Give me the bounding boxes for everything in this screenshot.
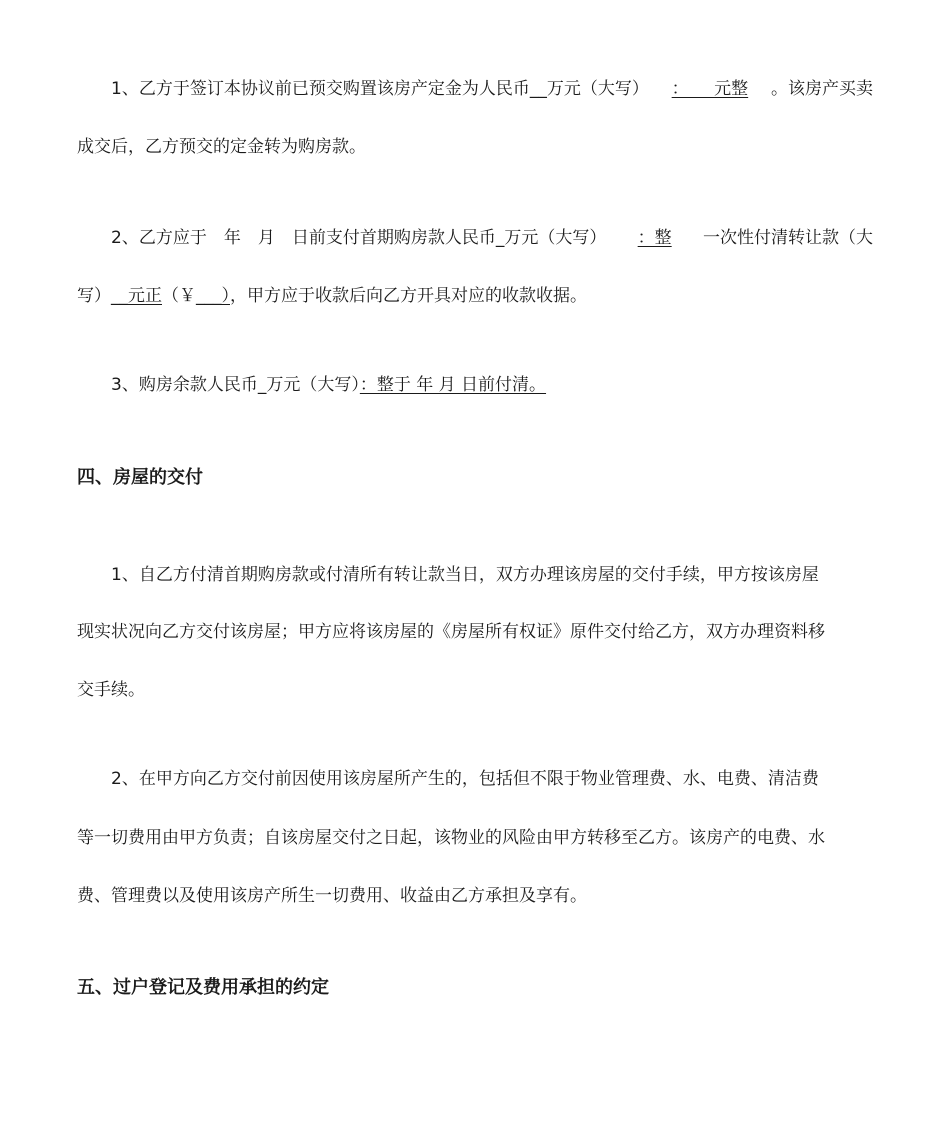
para-4-line-3: 交手续。 [77,680,145,700]
section-heading-4: 四、房屋的交付 [77,467,203,488]
blank-amount: ： 元整 [671,79,749,99]
text-segment: （￥ [162,286,196,306]
blank-amount: __元正 [111,286,162,306]
blank-amount: ：整 [637,228,672,248]
text-segment: ，甲方应于收款后向乙方开具对应的收款收据。 [230,286,587,306]
para-2-line-2 [77,283,587,309]
para-1-line-2: 成交后，乙方预交的定金转为购房款。 [77,137,366,157]
para-3-line-1 [111,372,546,398]
blank-amount: ___） [196,286,230,306]
para-5-line-1: 2、在甲方向乙方交付前因使用该房屋所产生的，包括但不限于物业管理费、水、电费、清洁费 [111,769,819,789]
section-heading-5: 五、过户登记及费用承担的约定 [77,977,329,998]
text-segment: 一次性付清转让款（大 [702,228,873,248]
para-4-line-2: 现实状况向乙方交付该房屋；甲方应将该房屋的《房屋所有权证》原件交付给乙方，双方办理资料移 [77,622,825,642]
para-5-line-2: 等一切费用由甲方负责；自该房屋交付之日起，该物业的风险由甲方转移至乙方。该房产的电费、水 [77,828,825,848]
blank-date: ：整于 年 月 日前付清。 [359,375,547,395]
text-segment: 写） [77,286,111,306]
para-2-line-1 [111,225,873,251]
para-1-line-1 [111,76,873,102]
para-4-line-1: 1、自乙方付清首期购房款或付清所有转让款当日，双方办理该房屋的交付手续，甲方按该房屋 [111,565,819,585]
para-5-line-3: 费、管理费以及使用该房产所生一切费用、收益由乙方承担及享有。 [77,886,587,906]
text-segment: 。该房产买卖 [770,79,873,99]
text-segment: 3、购房余款人民币_万元（大写） [111,375,360,395]
text-segment: 2、乙方应于 年 月 日前支付首期购房款人民币_万元（大写） [111,228,607,248]
text-segment: 1、乙方于签订本协议前已预交购置该房产定金为人民币__万元（大写） [111,79,649,99]
